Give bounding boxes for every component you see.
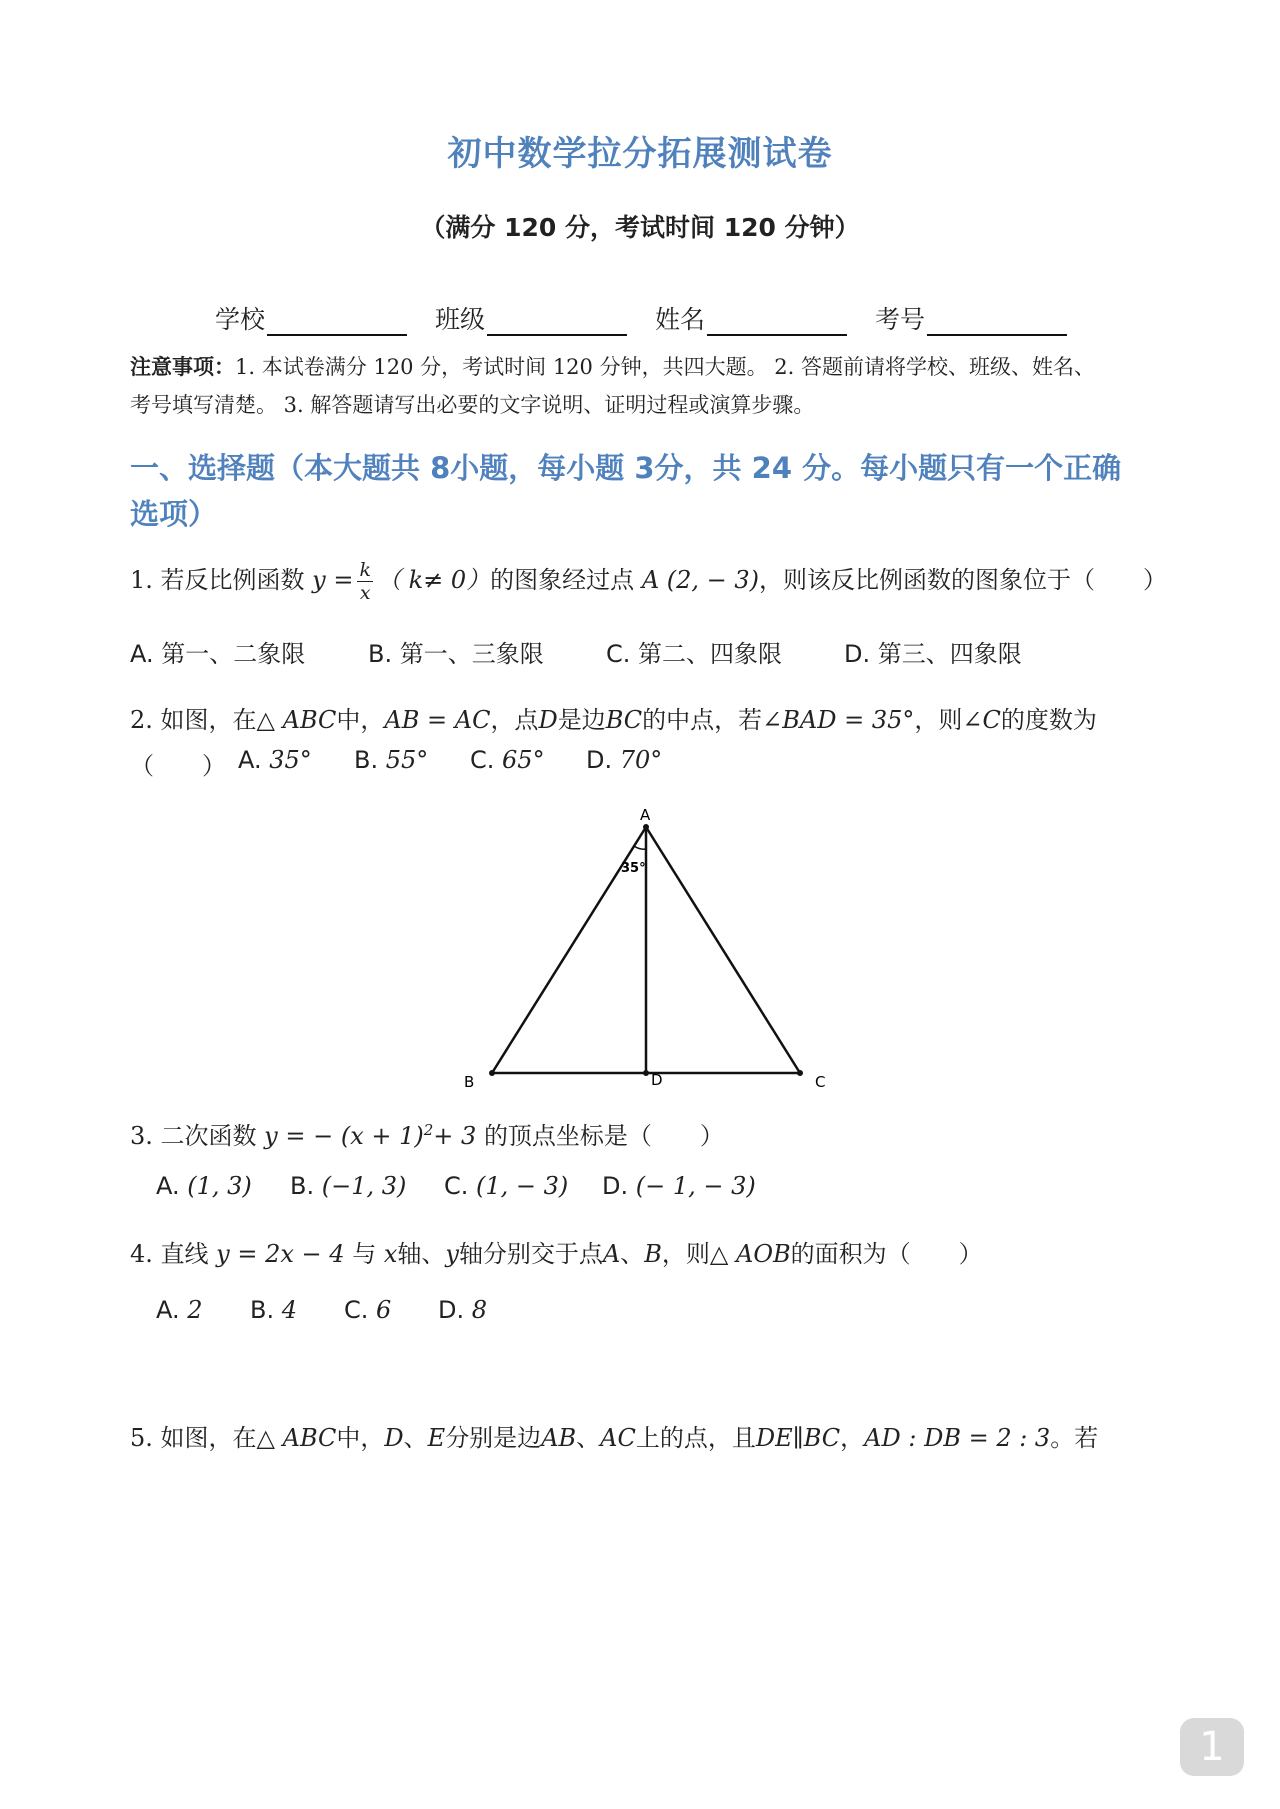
question-3-options bbox=[156, 1172, 772, 1200]
label-d: D bbox=[651, 1071, 663, 1089]
point-b bbox=[489, 1070, 495, 1076]
question-4-options bbox=[156, 1296, 532, 1324]
q2-option-b[interactable]: B. 55° bbox=[354, 746, 429, 774]
question-2-options: （ ） A. 35° B. 55° C. 65° D. 70° bbox=[130, 746, 702, 781]
q3-option-a[interactable]: A. (1, 3) bbox=[156, 1172, 252, 1200]
side-ac bbox=[646, 827, 800, 1073]
q3-option-c[interactable]: C. (1, − 3) bbox=[444, 1172, 569, 1200]
label-angle-35: 35° bbox=[621, 861, 646, 876]
triangle-figure bbox=[440, 800, 860, 1090]
question-2: 2. 如图，在△ ABC中，AB = AC，点D是边BC的中点，若∠BAD = 35°，则∠C的度数为 bbox=[130, 706, 1097, 734]
q2-option-c[interactable]: C. 65° bbox=[470, 746, 545, 774]
q1-option-d[interactable]: D. 第三、四象限 bbox=[844, 640, 1022, 668]
section-heading-choice: 一、选择题（本大题共 8小题，每小题 3分，共 24 分。每小题只有一个正确 选项） bbox=[130, 451, 1122, 531]
q4-option-d[interactable]: D. 8 bbox=[438, 1296, 488, 1324]
q4-option-a[interactable]: A. 2 bbox=[156, 1296, 203, 1324]
student-info-row bbox=[215, 300, 1095, 336]
info-school[interactable]: 学校 bbox=[215, 300, 407, 336]
page-number-badge[interactable]: 1 bbox=[1180, 1718, 1244, 1776]
info-exam-number[interactable]: 考号 bbox=[875, 300, 1067, 336]
q3-option-d[interactable]: D. (− 1, − 3) bbox=[602, 1172, 756, 1200]
label-b: B bbox=[464, 1073, 475, 1090]
q2-option-d[interactable]: D. 70° bbox=[586, 746, 663, 774]
exam-number-blank[interactable] bbox=[927, 306, 1067, 336]
q4-option-b[interactable]: B. 4 bbox=[250, 1296, 298, 1324]
point-c bbox=[797, 1070, 803, 1076]
q3-option-b[interactable]: B. (−1, 3) bbox=[290, 1172, 407, 1200]
page-title: 初中数学拉分拓展测试卷 bbox=[447, 134, 833, 174]
question-3: 3. 二次函数 y = − $(x + 1)^2+ 3$ 的顶点坐标是（ ） bbox=[130, 1121, 724, 1150]
question-1-options bbox=[130, 634, 1082, 669]
info-name[interactable]: 姓名 bbox=[655, 300, 847, 336]
point-a bbox=[643, 824, 649, 830]
q1-option-b[interactable]: B. 第一、三象限 bbox=[368, 640, 544, 668]
q1-option-c[interactable]: C. 第二、四象限 bbox=[606, 640, 783, 668]
label-c: C bbox=[815, 1073, 826, 1090]
point-d bbox=[643, 1070, 649, 1076]
q2-option-a[interactable]: A. 35° bbox=[238, 746, 312, 774]
school-blank[interactable] bbox=[267, 306, 407, 336]
label-a: A bbox=[640, 806, 651, 824]
q1-option-a[interactable]: A. 第一、二象限 bbox=[130, 640, 306, 668]
notice-line1: 1. 本试卷满分 120 分，考试时间 120 分钟，共四大题。 2. 答题前请将学校、班级、姓名、 bbox=[235, 355, 1095, 379]
angle-arc bbox=[634, 846, 646, 849]
question-1: 1. 若反比例函数 y = $\frac{k}{x}$ （ k≠ 0）的图象经过点 A (2, − 3)，则该反比例函数的图象位于（ ） bbox=[130, 559, 1168, 604]
name-blank[interactable] bbox=[707, 306, 847, 336]
question-5: 5. 如图，在△ ABC中，D、E分别是边AB、AC上的点，且DE∥BC，AD : DB = 2 : 3。若 bbox=[130, 1424, 1099, 1452]
info-class[interactable]: 班级 bbox=[435, 300, 627, 336]
q4-option-c[interactable]: C. 6 bbox=[344, 1296, 392, 1324]
notice bbox=[130, 348, 1160, 424]
question-4: 4. 直线 y = 2x − 4 与 x轴、y轴分别交于点A、B，则△ AOB的面积为（ ） bbox=[130, 1240, 983, 1268]
fraction-k-over-x: $\frac{k}{x}$ bbox=[359, 559, 371, 604]
notice-label: 注意事项： bbox=[130, 355, 235, 379]
class-blank[interactable] bbox=[487, 306, 627, 336]
notice-line2: 考号填写清楚。 3. 解答题请写出必要的文字说明、证明过程或演算步骤。 bbox=[130, 393, 815, 417]
page-subtitle: （满分 120 分，考试时间 120 分钟） bbox=[420, 213, 860, 242]
